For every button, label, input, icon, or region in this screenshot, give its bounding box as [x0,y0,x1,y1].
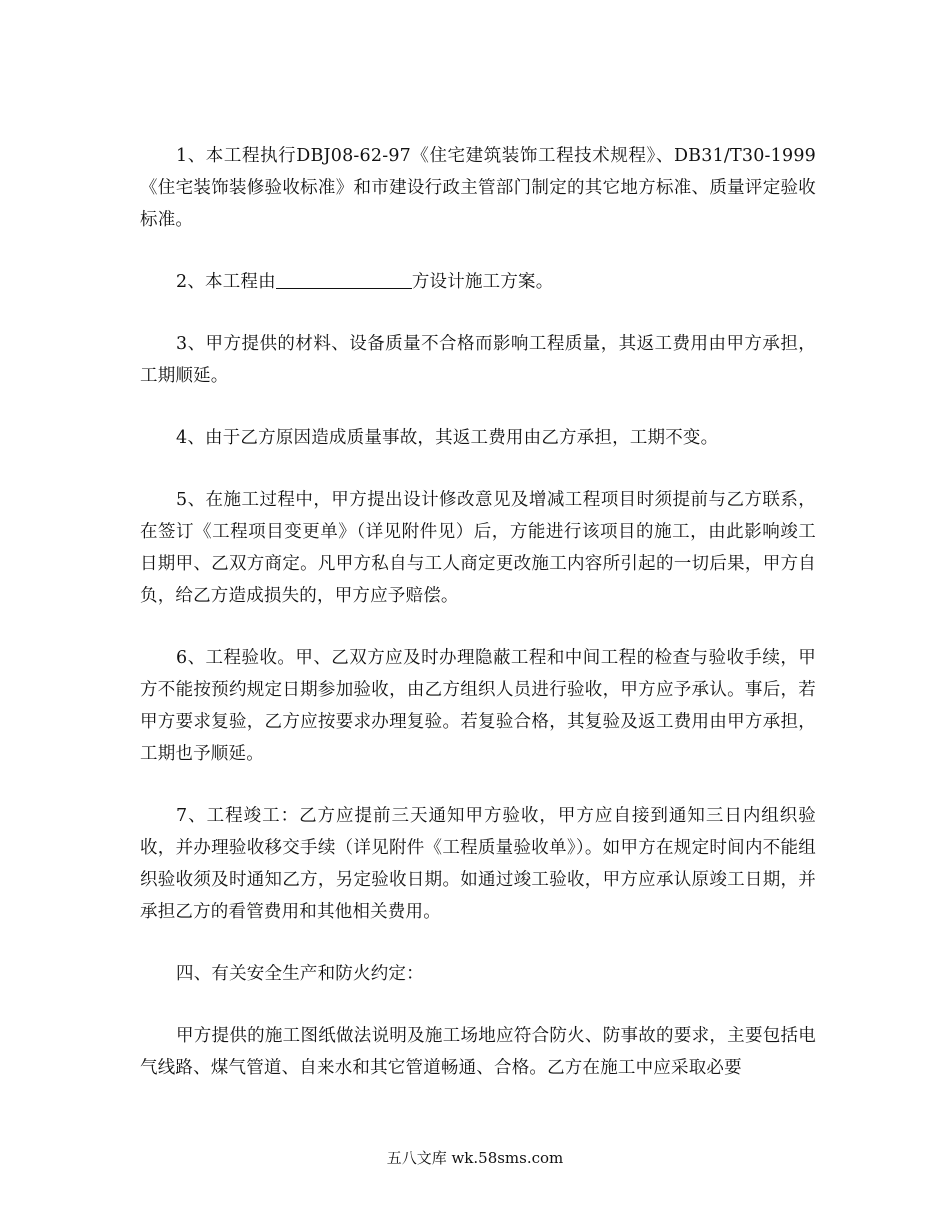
clause-2 [140,266,816,298]
document-body [140,140,816,1084]
clause-6: 6、工程验收。甲、乙双方应及时办理隐蔽工程和中间工程的检查与验收手续，甲方不能按预约规定日期参加验收，由乙方组织人员进行验收，甲方应予承认。事后，若甲方要求复验，乙方应按要求办理复验。若复验合格，其复验及返工费用由甲方承担，工期也予顺延。 [140,648,816,764]
clause-2-prefix: 2、本工程由 [176,272,276,292]
fill-in-blank [276,270,412,289]
footer-watermark: 五八文库 wk.58sms.com [386,1149,564,1167]
clause-4: 4、由于乙方原因造成质量事故，其返工费用由乙方承担，工期不变。 [176,428,719,448]
clause-5: 5、在施工过程中，甲方提出设计修改意见及增减工程项目时须提前与乙方联系，在签订《工程项目变更单》（详见附件见）后，方能进行该项目的施工，由此影响竣工日期甲、乙双方商定。凡甲方私自与工人商定更改施工内容所引起的一切后果，甲方自负，给乙方造成损失的，甲方应予赔偿。 [140,490,816,606]
clause-1: 1、本工程执行DBJ08-62-97《住宅建筑装饰工程技术规程》、DB31/T30-1999《住宅装饰装修验收标准》和市建设行政主管部门制定的其它地方标准、质量评定验收标准。 [140,146,816,230]
clause-2-suffix: 方设计施工方案。 [411,272,554,292]
clause-3: 3、甲方提供的材料、设备质量不合格而影响工程质量，其返工费用由甲方承担，工期顺延。 [140,334,816,386]
clause-7: 7、工程竣工：乙方应提前三天通知甲方验收，甲方应自接到通知三日内组织验收，并办理验收移交手续（详见附件《工程质量验收单》）。如甲方在规定时间内不能组织验收须及时通知乙方，另定验收日期。如通过竣工验收，甲方应承认原竣工日期，并承担乙方的看管费用和其他相关费用。 [140,806,816,922]
section-heading-safety: 四、有关安全生产和防火约定： [176,964,424,984]
safety-paragraph: 甲方提供的施工图纸做法说明及施工场地应符合防火、防事故的要求，主要包括电气线路、煤气管道、自来水和其它管道畅通、合格。乙方在施工中应采取必要 [140,1026,816,1078]
